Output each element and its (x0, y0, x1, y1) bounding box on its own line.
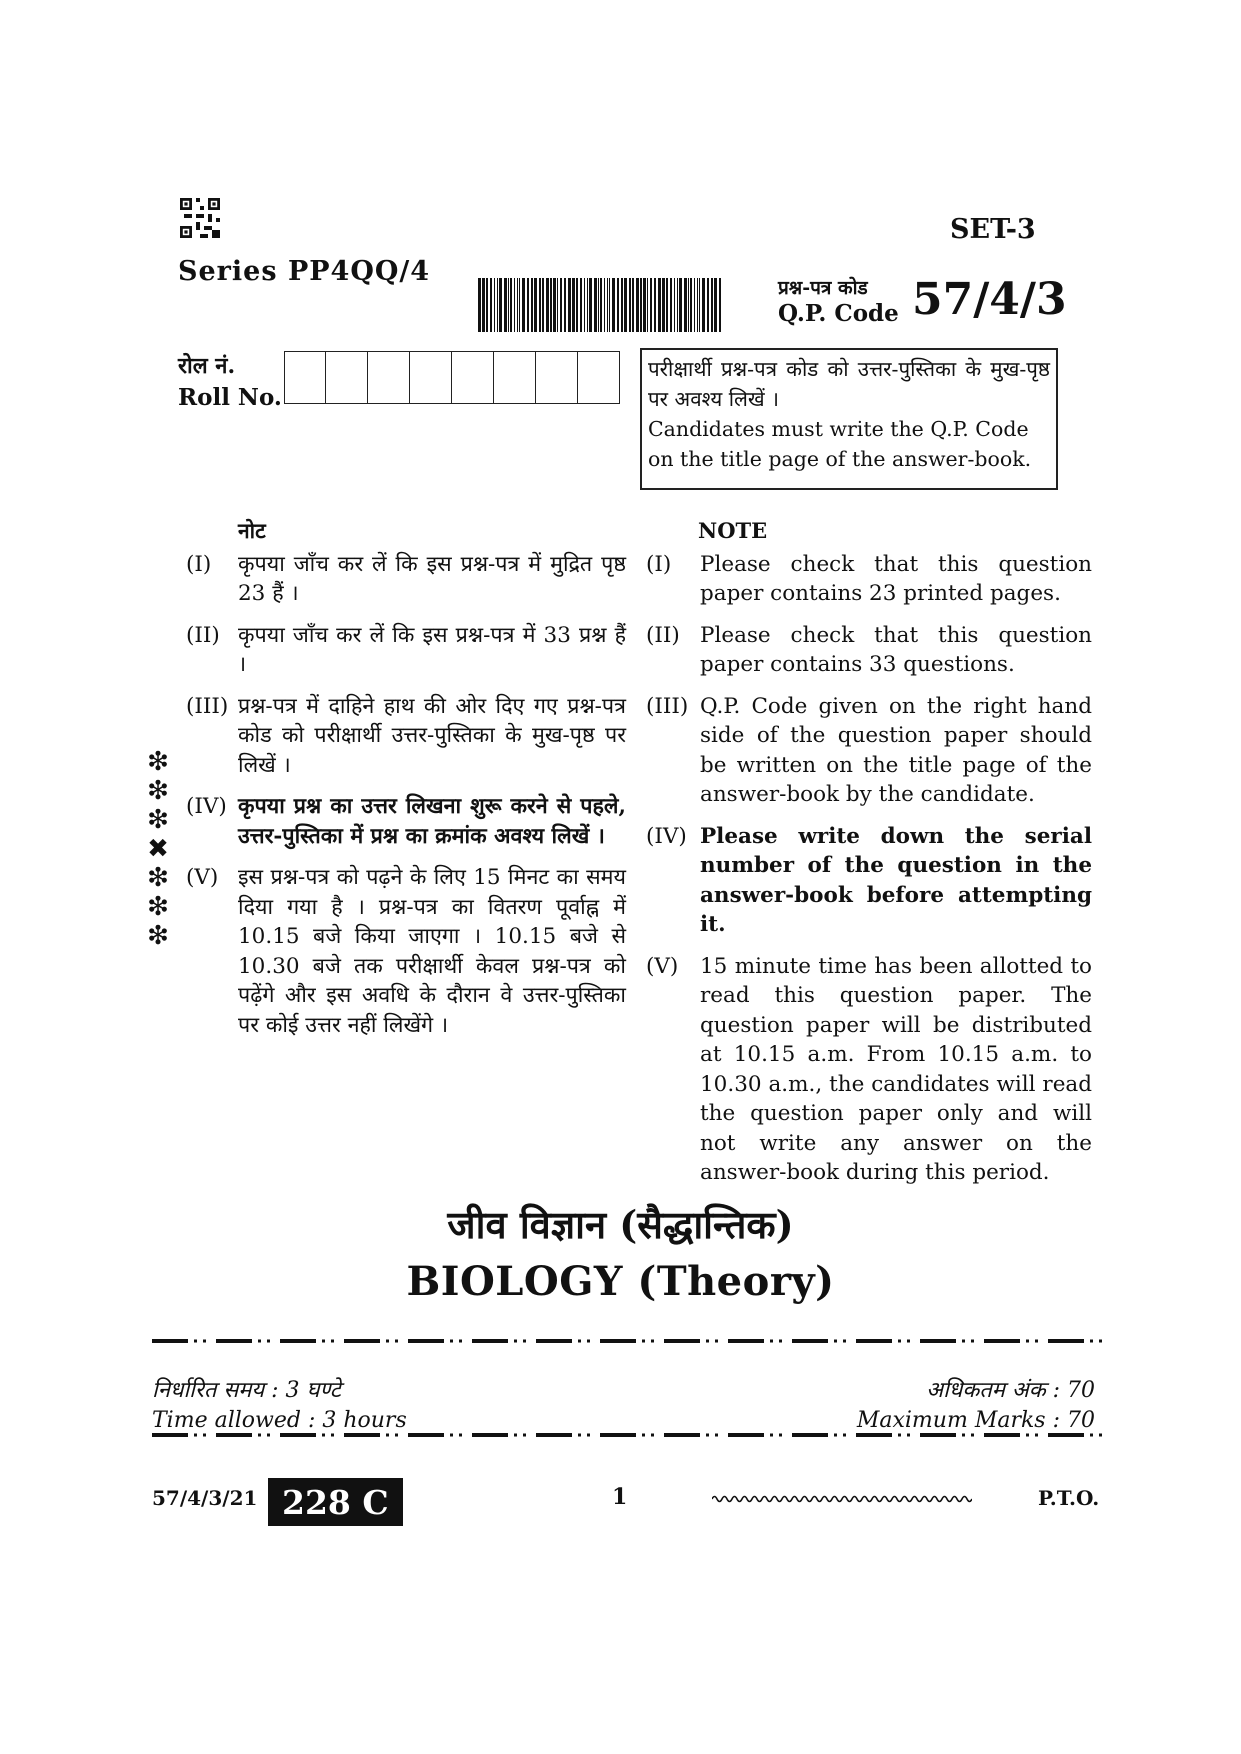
qp-code-value: 57/4/3 (912, 274, 1067, 325)
item-number: (IV) (646, 823, 687, 849)
roll-number-boxes[interactable] (284, 351, 620, 405)
footer-badge: 228 C (268, 1478, 403, 1526)
item-text: Please check that this question paper contains 23 printed pages. (700, 551, 1092, 606)
roll-digit-box[interactable] (536, 351, 578, 404)
item-number: (V) (646, 953, 679, 979)
roll-label-hindi: रोल नं. (178, 353, 236, 379)
item-number: (II) (186, 622, 220, 648)
item-text: 15 minute time has been allotted to read this question paper. The question paper will be distributed at 10.15 a.m. From 10.15 a.m. to 10.30 a.m., the candidates will read the question paper only and will not write any answer on the answer-book during this period. (700, 953, 1092, 1185)
item-text: प्रश्न-पत्र में दाहिने हाथ की ओर दिए गए प्रश्न-पत्र कोड को परीक्षार्थी उत्तर-पुस्तिका के मुख-पृष्ठ पर लिखें । (238, 693, 626, 778)
asterisk-icon: ❇ (147, 805, 169, 835)
note-item (186, 692, 626, 781)
item-text: Please write down the serial number of the question in the answer-book before attempting it. (700, 823, 1092, 937)
qp-code-label: Q.P. Code (778, 300, 899, 327)
note-heading-hindi: नोट (238, 518, 266, 543)
cross-icon: ✖ (147, 834, 169, 864)
item-number: (IV) (186, 794, 227, 819)
notice-hindi: परीक्षार्थी प्रश्न-पत्र कोड को उत्तर-पुस्तिका के मुख-पृष्ठ पर अवश्य लिखें । (648, 357, 1050, 411)
note-item (646, 822, 1092, 940)
wave-line-icon (712, 1492, 972, 1506)
roll-label: Roll No. (178, 384, 282, 411)
page-number: 1 (612, 1484, 628, 1510)
note-item (186, 621, 626, 680)
item-text: कृपया जाँच कर लें कि इस प्रश्न-पत्र में 33 प्रश्न हैं । (238, 622, 626, 677)
note-heading-english: NOTE (698, 518, 768, 543)
note-item (186, 550, 626, 609)
asterisk-icon: ❇ (147, 747, 169, 777)
qp-code-label-hindi: प्रश्न-पत्र कोड (778, 277, 868, 299)
asterisk-icon: ❇ (147, 776, 169, 806)
note-hindi (186, 516, 626, 1052)
item-text: Please check that this question paper contains 33 questions. (700, 622, 1092, 677)
security-marks (146, 748, 170, 951)
item-text: कृपया प्रश्न का उत्तर लिखना शुरू करने से पहले, उत्तर-पुस्तिका में प्रश्न का क्रमांक अवश्य लिखें । (238, 794, 626, 849)
qr-code-icon (180, 198, 220, 238)
item-number: (III) (186, 693, 229, 719)
roll-digit-box[interactable] (452, 351, 494, 404)
item-number: (I) (186, 551, 212, 577)
note-english (646, 516, 1092, 1200)
item-text: इस प्रश्न-पत्र को पढ़ने के लिए 15 मिनट का समय दिया गया है । प्रश्न-पत्र का वितरण पूर्वाह्न में 10.15 बजे किया जाएगा । 10.15 बजे से 10.30 बजे तक परीक्षार्थी केवल प्रश्न-पत्र को पढ़ेंगे और इस अवधि के दौरान वे उत्तर-पुस्तिका पर कोई उत्तर नहीं लिखेंगे । (238, 865, 626, 1038)
max-marks: Maximum Marks : 70 (856, 1408, 1095, 1433)
pto-label: P.T.O. (1038, 1486, 1100, 1510)
item-number: (I) (646, 551, 672, 577)
roll-digit-box[interactable] (368, 351, 410, 404)
item-number: (III) (646, 693, 689, 719)
set-number: SET-3 (950, 214, 1036, 245)
asterisk-icon: ❇ (147, 863, 169, 893)
series-label: Series PP4QQ/4 (178, 256, 431, 287)
roll-digit-box[interactable] (326, 351, 368, 404)
asterisk-icon: ❇ (147, 892, 169, 922)
roll-digit-box[interactable] (410, 351, 452, 404)
footer-paper-code: 57/4/3/21 (152, 1486, 258, 1510)
note-item (186, 863, 626, 1040)
note-item (646, 621, 1092, 680)
note-item (186, 792, 626, 851)
item-text: Q.P. Code given on the right hand side of the question paper should be written on the title page of the answer-book by the candidate. (700, 693, 1092, 807)
roll-digit-box[interactable] (494, 351, 536, 404)
note-item (646, 550, 1092, 609)
note-item (646, 692, 1092, 810)
dash-dot-divider (152, 1338, 1102, 1344)
subject-title: BIOLOGY (Theory) (406, 1258, 835, 1305)
time-allowed-hindi: निर्धारित समय : 3 घण्टे (152, 1378, 341, 1403)
dash-dot-divider (152, 1432, 1102, 1438)
roll-digit-box[interactable] (578, 351, 620, 404)
notice-english: Candidates must write the Q.P. Code on the title page of the answer-book. (648, 417, 1032, 471)
item-number: (V) (186, 865, 219, 890)
item-text: कृपया जाँच कर लें कि इस प्रश्न-पत्र में मुद्रित पृष्ठ 23 हैं । (238, 551, 626, 606)
time-allowed: Time allowed : 3 hours (152, 1408, 407, 1433)
qp-code-notice (640, 348, 1058, 490)
barcode-icon (478, 278, 724, 332)
asterisk-icon: ❇ (147, 921, 169, 951)
note-item (646, 952, 1092, 1188)
roll-digit-box[interactable] (284, 351, 326, 404)
subject-title-hindi: जीव विज्ञान (सैद्धान्तिक) (447, 1202, 794, 1247)
max-marks-hindi: अधिकतम अंक : 70 (926, 1378, 1095, 1403)
item-number: (II) (646, 622, 680, 648)
